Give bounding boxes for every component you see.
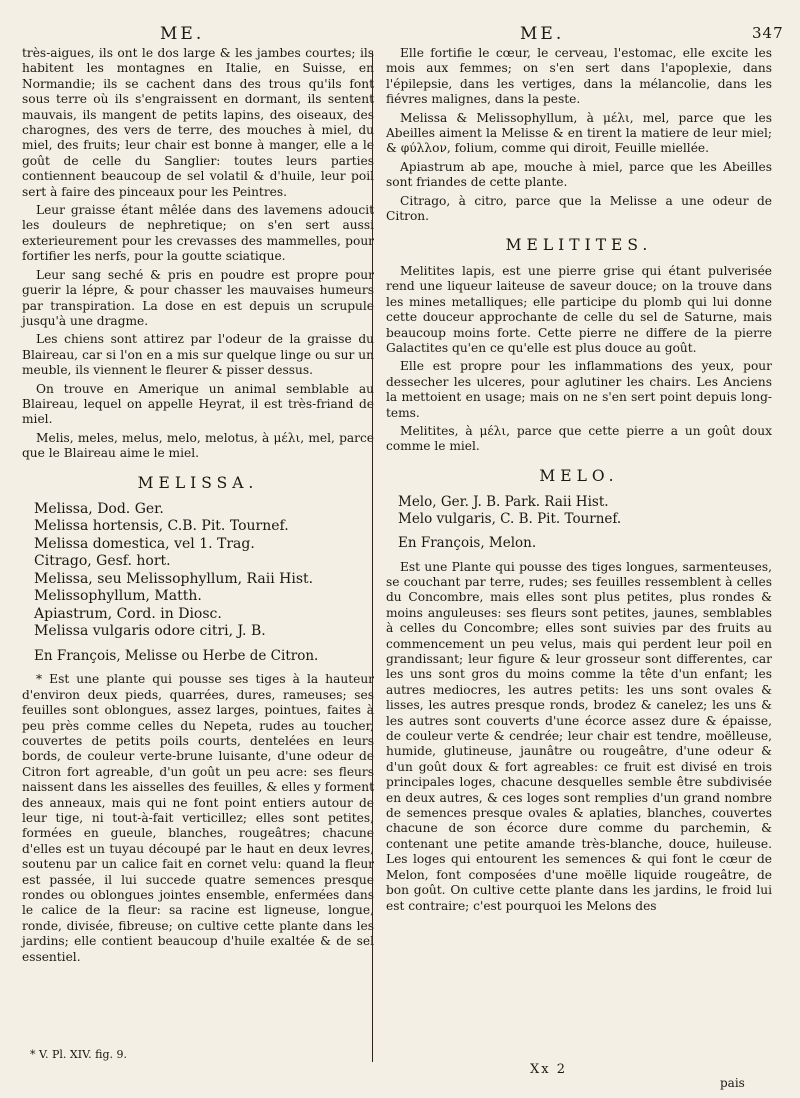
- running-head-left: ME.: [160, 24, 205, 44]
- synonym-line: Melissa, seu Melissophyllum, Raii Hist.: [34, 570, 314, 587]
- paragraph: Melissa & Melissophyllum, à μέλι, mel, parce que les Abeilles aiment la Melisse & en tirent la matiere de leur miel; & φύλλον, folium, comme qui diroit, Feuille miellée.: [386, 110, 772, 156]
- paragraph: Apiastrum ab ape, mouche à miel, parce que les Abeilles sont friandes de cette plante.: [386, 159, 772, 190]
- paragraph: très-aigues, ils ont le dos large & les jambes courtes; ils habitent les montagnes en Italie, en Suisse, en Normandie; ils se cachent dans des trous qu'ils font sous terre où ils s'engraissent en dormant, ils sentent mauvais, ils mangent de petits lapins, des oiseaux, des charognes, des vers de terre, des mouches à miel, du miel, des fruits; leur chair est bonne à manger, elle a le goût de celle du Sanglier: toutes leurs parties contiennent beaucoup de sel volatil & d'huile, leur poil sert à faire des pinceaux pour les Peintres.: [22, 46, 374, 199]
- etymology: Melis, meles, melus, melo, melotus, à μέλι, mel, parce que le Blaireau aime le miel.: [22, 430, 374, 461]
- section-title-melissa: MELISSA.: [137, 473, 259, 492]
- synonym-line: Melo vulgaris, C. B. Pit. Tournef.: [398, 511, 622, 528]
- etymology: Melitites, à μέλι, parce que cette pierre a un goût doux comme le miel.: [386, 423, 772, 454]
- running-head-right: ME.: [520, 24, 565, 44]
- paragraph: Les chiens sont attirez par l'odeur de la graisse du Blaireau, car si l'on en a mis sur quelque linge ou sur un meuble, ils viennent le fleurer & pisser dessus.: [22, 332, 374, 378]
- synonym-line: Melissa domestica, vel 1. Trag.: [34, 535, 255, 552]
- description: Est une Plante qui pousse des tiges longues, sarmenteuses, se couchant par terre, rudes; ses feuilles ressemblent à celles du Concombre, mais elles sont plus petites, plus rondes & moins anguleuses: ses fleurs sont petites, jaunes, semblables à celles du Concombre; elles sont suivies par des fruits au commencement un peu velus, mais qui perdent leur poil en grandissant; leur figure & leur grosseur sont differentes, car les uns sont gros du moins comme la tête d'un enfant; les autres mediocres, les autres petits: les uns sont ovales & lisses, les autres presque ronds, brodez & canelez; les uns & les autres sont couverts d'une écorce assez dure & épaisse, de couleur verte & cendrée; leur chair est tendre, moëlleuse, humide, glutineuse, jaunâtre ou rougeâtre, d'une odeur & d'un goût doux & fort agreables: ce fruit est divisé en trois principales loges, chacune desquelles semble être subdivisée en deux autres, & ces loges sont remplies d'un grand nombre de semences presque ovales & aplaties, blanches, couvertes chacune de son écorce dure comme du parchemin, & contenant une petite amande très-blanche, douce, huileuse. Les loges qui entourent les semences & qui font le cœur de Melon, font composées d'une moëlle liquide rougeâtre, de bon goût. On cultive cette plante dans les jardins, le froid lui est contraire; c'est pourquoi les Melons des: [386, 559, 772, 913]
- paragraph: Leur graisse étant mêlée dans des lavemens adoucit les douleurs de nephretique; on s'en sert aussi exterieurement pour les crevasses des mammelles, pour fortifier les nerfs, pour la goutte sciatique.: [22, 203, 374, 264]
- synonym-line: Melissa, Dod. Ger.: [34, 500, 164, 517]
- synonym-line: Apiastrum, Cord. in Diosc.: [34, 605, 222, 622]
- paragraph: Melitites lapis, est une pierre grise qui étant pulverisée rend une liqueur laiteuse de saveur douce; on la trouve dans les mines metalliques; elle participe du plomb qui lui donne cette douceur approchante de celle du sel de Saturne, mais beaucoup moins forte. Cette pierre ne differe de la pierre Galactites qu'en ce qu'elle est plus douce au goût.: [386, 263, 772, 355]
- paragraph: Elle fortifie le cœur, le cerveau, l'estomac, elle excite les mois aux femmes; on s'en sert dans l'apoplexie, dans l'épilepsie, dans les vertiges, dans la mélancolie, dans les fiévres malignes, dans la peste.: [386, 46, 772, 107]
- right-column: [386, 46, 772, 917]
- synonym-line: Melissophyllum, Matth.: [34, 588, 202, 605]
- section-title-melo: MELO.: [539, 466, 619, 485]
- page-number: 347: [752, 24, 784, 42]
- paragraph: Citrago, à citro, parce que la Melisse a une odeur de Citron.: [386, 193, 772, 224]
- french-name: En François, Melon.: [398, 535, 537, 552]
- paragraph: On trouve en Amerique un animal semblable au Blaireau, lequel on appelle Heyrat, il est très-friand de miel.: [22, 381, 374, 427]
- synonym-line: Melissa hortensis, C.B. Pit. Tournef.: [34, 518, 289, 535]
- signature-mark: Xx 2: [530, 1062, 567, 1077]
- synonym-line: Melo, Ger. J. B. Park. Raii Hist.: [398, 494, 609, 511]
- description: * Est une plante qui pousse ses tiges à la hauteur d'environ deux pieds, quarrées, dures, rameuses; ses feuilles sont oblongues, assez larges, pointues, faites à peu près comme celles du Nepeta, rudes au toucher, couvertes de petits poils courts, dentelées en leurs bords, de couleur verte-brune luisante, d'une odeur de Citron fort agreable, d'un goût un peu acre: ses fleurs naissent dans les aisselles des feuilles, & elles y forment des anneaux, mais qui ne font point entiers autour de leur tige, ni tout-à-fait verticillez; elles sont petites, formées en gueule, blanches, rougeâtres; chacune d'elles est un tuyau découpé par le haut en deux levres, soutenu par un calice fait en cornet velu: quand la fleur est passée, il lui succede quatre semences presque rondes ou oblongues jointes ensemble, enfermées dans le calice de la fleur: sa racine est ligneuse, longue, ronde, divisée, fibreuse; on cultive cette plante dans les jardins; elle contient beaucoup d'huile exaltée & de sel essentiel.: [22, 672, 374, 964]
- paragraph: Elle est propre pour les inflammations des yeux, pour dessecher les ulceres, pour aglutiner les chairs. Les Anciens la mettoient en usage; mais on ne s'en sert point depuis long-tems.: [386, 359, 772, 420]
- catchword: pais: [720, 1076, 745, 1090]
- synonym-line: Melissa vulgaris odore citri, J. B.: [34, 623, 266, 640]
- section-title-melitites: MELITITES.: [505, 236, 653, 255]
- paragraph: Leur sang seché & pris en poudre est propre pour guerir la lépre, & pour chasser les mauvaises humeurs par transpiration. La dose en est depuis un scrupule jusqu'à une dragme.: [22, 267, 374, 328]
- synonym-line: Citrago, Gesf. hort.: [34, 553, 171, 570]
- column-divider: [372, 52, 373, 1062]
- footnote: * V. Pl. XIV. fig. 9.: [30, 1048, 127, 1061]
- left-column: [22, 46, 374, 968]
- french-name: En François, Melisse ou Herbe de Citron.: [34, 647, 319, 664]
